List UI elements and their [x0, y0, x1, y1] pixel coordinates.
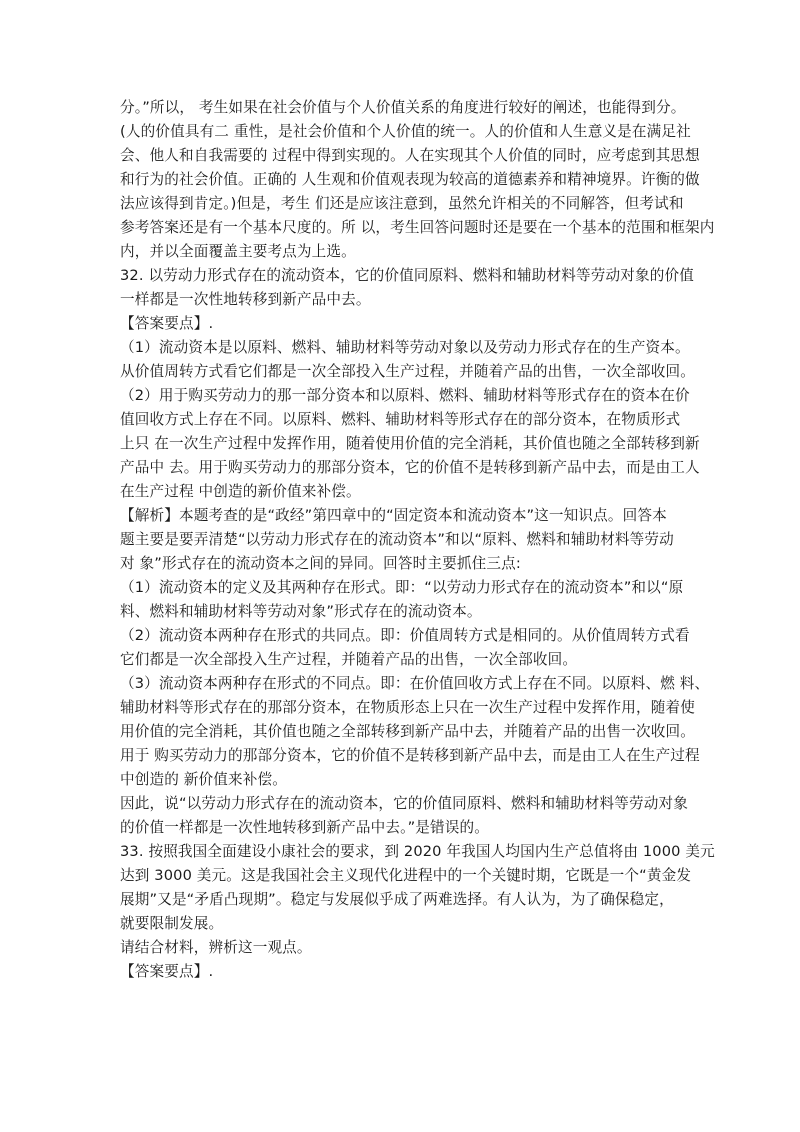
- text-line: 的价值一样都是一次性地转移到新产品中去。”是错误的。: [120, 819, 490, 836]
- text-line: 法应该得到肯定。)但是，考生 们还是应该注意到，虽然允许相关的不同解答，但考试和: [120, 195, 684, 212]
- text-line: 和行为的社会价值。正确的 人生观和价值观表现为较高的道德素养和精神境界。许衡的做: [120, 171, 700, 188]
- text-line: 辅助材料等形式存在的那部分资本，在物质形态上只在一次生产过程中发挥作用，随着使: [120, 699, 696, 716]
- text-line: 上只 在一次生产过程中发挥作用，随着使用价值的完全消耗，其价值也随之全部转移到新: [120, 435, 700, 452]
- text-line: 题主要是要弄清楚“以劳动力形式存在的流动资本”和以“原料、燃料和辅助材料等劳动: [120, 531, 674, 548]
- text-line: 分。”所以， 考生如果在社会价值与个人价值关系的角度进行较好的阐述，也能得到分。: [120, 99, 686, 116]
- text-line: 值回收方式上存在不同。以原料、燃料、辅助材料等形式存在的部分资本，在物质形式: [120, 411, 681, 428]
- text-line: 会、他人和自我需要的 过程中得到实现的。人在实现其个人价值的同时，应考虑到其思想: [120, 147, 700, 164]
- text-line: 因此，说“以劳动力形式存在的流动资本，它的价值同原料、燃料和辅助材料等劳动对象: [120, 795, 688, 812]
- text-line: 达到 3000 美元。这是我国社会主义现代化进程中的一个关键时期，它既是一个“黄金发: [120, 867, 692, 884]
- text-line: 它们都是一次全部投入生产过程，并随着产品的出售，一次全部收回。: [120, 651, 578, 668]
- text-line: 中创造的 新价值来补偿。: [120, 771, 287, 788]
- text-line: （1）流动资本的定义及其两种存在形式。即：“以劳动力形式存在的流动资本”和以“原: [120, 579, 684, 596]
- text-line: （1）流动资本是以原料、燃料、辅助材料等劳动对象以及劳动力形式存在的生产资本。: [120, 339, 690, 356]
- text-line: （3）流动资本两种存在形式的不同点。即：在价值回收方式上存在不同。以原料、燃 料、: [120, 675, 710, 692]
- text-line: 展期”又是“矛盾凸现期”。稳定与发展似乎成了两难选择。有人认为，为了确保稳定，: [120, 891, 674, 908]
- answer-heading: 【答案要点】.: [120, 315, 214, 332]
- answer-heading: 【答案要点】.: [120, 963, 214, 980]
- prompt-line: 请结合材料，辨析这一观点。: [120, 939, 312, 956]
- text-line: 就要限制发展。: [120, 915, 224, 932]
- analysis-heading: 【解析】本题考查的是“政经”第四章中的“固定资本和流动资本”这一知识点。回答本: [120, 507, 667, 524]
- question-32: 32. 以劳动力形式存在的流动资本，它的价值同原料、燃料和辅助材料等劳动对象的价值: [120, 267, 694, 284]
- text-line: (人的价值具有二 重性，是社会价值和个人价值的统一。人的价值和人生意义是在满足社: [120, 123, 691, 140]
- text-line: 在生产过程 中创造的新价值来补偿。: [120, 483, 361, 500]
- text-line: 从价值周转方式看它们都是一次全部投入生产过程，并随着产品的出售，一次全部收回。: [120, 363, 696, 380]
- text-line: 料、燃料和辅助材料等劳动对象”形式存在的流动资本。: [120, 603, 482, 620]
- text-line: 用价值的完全消耗，其价值也随之全部转移到新产品中去，并随着产品的出售一次收回。: [120, 723, 696, 740]
- text-line: 产品中 去。用于购买劳动力的那部分资本，它的价值不是转移到新产品中去，而是由工人: [120, 459, 700, 476]
- text-line: 内，并以全面覆盖主要考点为上选。: [120, 243, 356, 260]
- text-line: （2）流动资本两种存在形式的共同点。即：价值周转方式是相同的。从价值周转方式看: [120, 627, 690, 644]
- text-line: 用于 购买劳动力的那部分资本，它的价值不是转移到新产品中去，而是由工人在生产过程: [120, 747, 700, 764]
- question-33: 33. 按照我国全面建设小康社会的要求，到 2020 年我国人均国内生产总值将由 1000 美元: [120, 843, 715, 860]
- text-line: 对 象”形式存在的流动资本之间的异同。回答时主要抓住三点:: [120, 555, 521, 572]
- text-line: 参考答案还是有一个基本尺度的。所 以，考生回答问题时还是要在一个基本的范围和框架内: [120, 219, 715, 236]
- text-line: （2）用于购买劳动力的那一部分资本和以原料、燃料、辅助材料等形式存在的资本在价: [120, 387, 690, 404]
- text-line: 一样都是一次性地转移到新产品中去。: [120, 291, 371, 308]
